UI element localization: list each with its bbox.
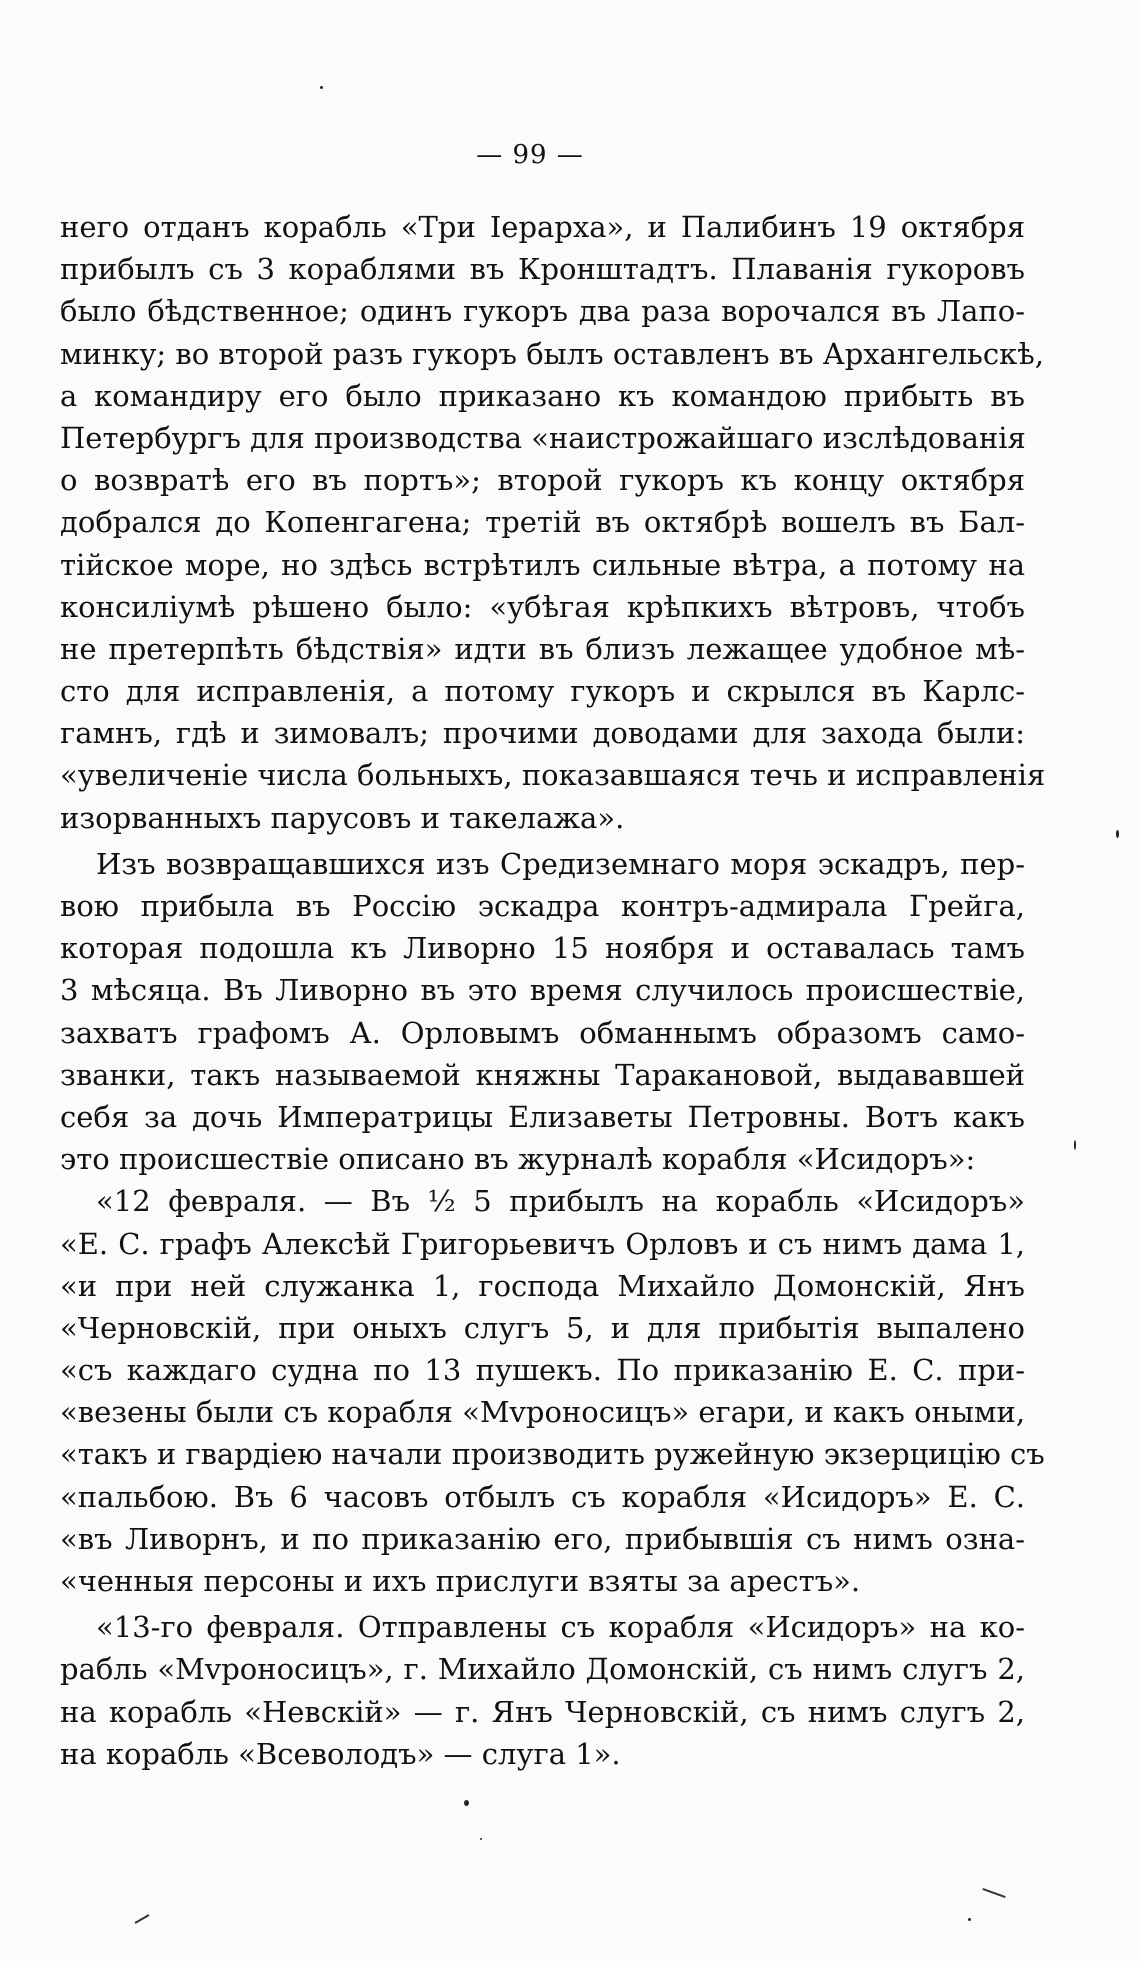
text-line: званки, такъ называемой княжны Таракановой, выдававшей	[60, 1057, 1025, 1092]
scan-mark	[982, 1888, 1005, 1898]
text-line: рабль «Мvроносицъ», г. Михайло Домонскій, съ нимъ слугъ 2,	[60, 1652, 1025, 1687]
text-line: «пальбою. Въ 6 часовъ отбылъ съ корабля «Исидоръ» Е. С.	[60, 1479, 1025, 1514]
paragraph	[60, 206, 1046, 839]
text-line: «такъ и гвардіею начали производить ружейную экзерцицію съ	[60, 1437, 1045, 1472]
text-line: «и при ней служанка 1, господа Михайло Домонскій, Янъ	[60, 1268, 1025, 1303]
paragraph	[60, 843, 1025, 1181]
text-line: «ченныя персоны и ихъ прислуги взяты за арестъ».	[60, 1564, 861, 1598]
scan-speck	[1116, 830, 1119, 838]
text-line: «везены были съ корабля «Мvроносицъ» егари, и какъ оными,	[60, 1395, 1026, 1430]
text-column	[60, 206, 1046, 1775]
text-line: него отданъ корабль «Три Іерарха», и Палибинъ 19 октября	[60, 210, 1025, 244]
text-line: добрался до Копенгагена; третій въ октябрѣ вошелъ въ Бал-	[60, 505, 1025, 540]
text-line: «13-го февраля. Отправлены съ корабля «Исидоръ» на ко-	[96, 1610, 1025, 1645]
text-line: Изъ возвращавшихся изъ Средиземнаго моря эскадръ, пер-	[96, 846, 1025, 881]
text-line: захватъ графомъ А. Орловымъ обманнымъ образомъ само-	[60, 1015, 1025, 1050]
scan-speck	[1074, 1140, 1076, 1150]
text-line: сто для исправленія, а потому гукоръ и скрылся въ Карлс-	[60, 674, 1025, 709]
text-line: на корабль «Невскій» — г. Янъ Черновскій, съ нимъ слугъ 2,	[60, 1694, 1025, 1729]
text-line: прибылъ съ 3 кораблями въ Кронштадтъ. Плаванія гукоровъ	[60, 252, 1025, 287]
text-line: а командиру его было приказано къ командою прибыть въ	[60, 378, 1025, 413]
text-line: изорванныхъ парусовъ и такелажа».	[60, 800, 625, 835]
text-line: минку; во второй разъ гукоръ былъ оставленъ въ Архангельскѣ,	[60, 336, 1044, 371]
scan-speck	[320, 86, 323, 89]
text-line: «съ каждаго судна по 13 пушекъ. По приказанію Е. С. при-	[60, 1353, 1025, 1388]
text-line: тійское море, но здѣсь встрѣтилъ сильные вѣтра, а потому на	[60, 547, 1025, 582]
text-line: это происшествіе описано въ журналѣ корабля «Исидоръ»:	[60, 1142, 976, 1177]
text-line: было бѣдственное; одинъ гукоръ два раза ворочался въ Лапо-	[60, 294, 1025, 329]
scan-speck	[480, 1838, 482, 1840]
text-line: «въ Ливорнъ, и по приказанію его, прибывшія съ нимъ озна-	[60, 1521, 1025, 1556]
paragraph	[60, 1606, 1025, 1775]
scan-speck	[464, 1800, 469, 1806]
scan-mark	[135, 1914, 150, 1924]
text-line: не претерпѣть бѣдствія» идти въ близъ лежащее удобное мѣ-	[60, 631, 1025, 666]
text-line: «увеличеніе числа больныхъ, показавшаяся течь и исправленія	[60, 758, 1046, 793]
text-line: которая подошла къ Ливорно 15 ноября и оставалась тамъ	[60, 931, 1025, 966]
text-line: вою прибыла въ Россію эскадра контръ-адмирала Грейга,	[60, 889, 1025, 923]
scan-speck	[968, 1918, 971, 1921]
text-line: «12 февраля. — Въ ½ 5 прибылъ на корабль «Исидоръ»	[96, 1184, 1025, 1219]
text-line: «Е. С. графъ Алексѣй Григорьевичъ Орловъ и съ нимъ дама 1,	[60, 1226, 1025, 1261]
text-line: консиліумѣ рѣшено было: «убѣгая крѣпкихъ вѣтровъ, чтобъ	[60, 589, 1025, 624]
text-line: о возвратѣ его въ портъ»; второй гукоръ къ концу октября	[60, 463, 1025, 498]
text-line: гамнъ, гдѣ и зимовалъ; прочими доводами для захода были:	[60, 716, 1025, 751]
text-line: Петербургъ для производства «наистрожайшаго изслѣдованія	[60, 420, 1026, 455]
text-line: 3 мѣсяца. Въ Ливорно въ это время случилось происшествіе,	[60, 973, 1025, 1008]
text-line: себя за дочь Императрицы Елизаветы Петровны. Вотъ какъ	[60, 1099, 1025, 1134]
paragraph	[60, 1180, 1045, 1602]
page-number: — 99 —	[476, 140, 584, 170]
text-line: на корабль «Всеволодъ» — слуга 1».	[60, 1736, 621, 1771]
text-line: «Черновскій, при оныхъ слугъ 5, и для прибытія выпалено	[60, 1310, 1025, 1345]
